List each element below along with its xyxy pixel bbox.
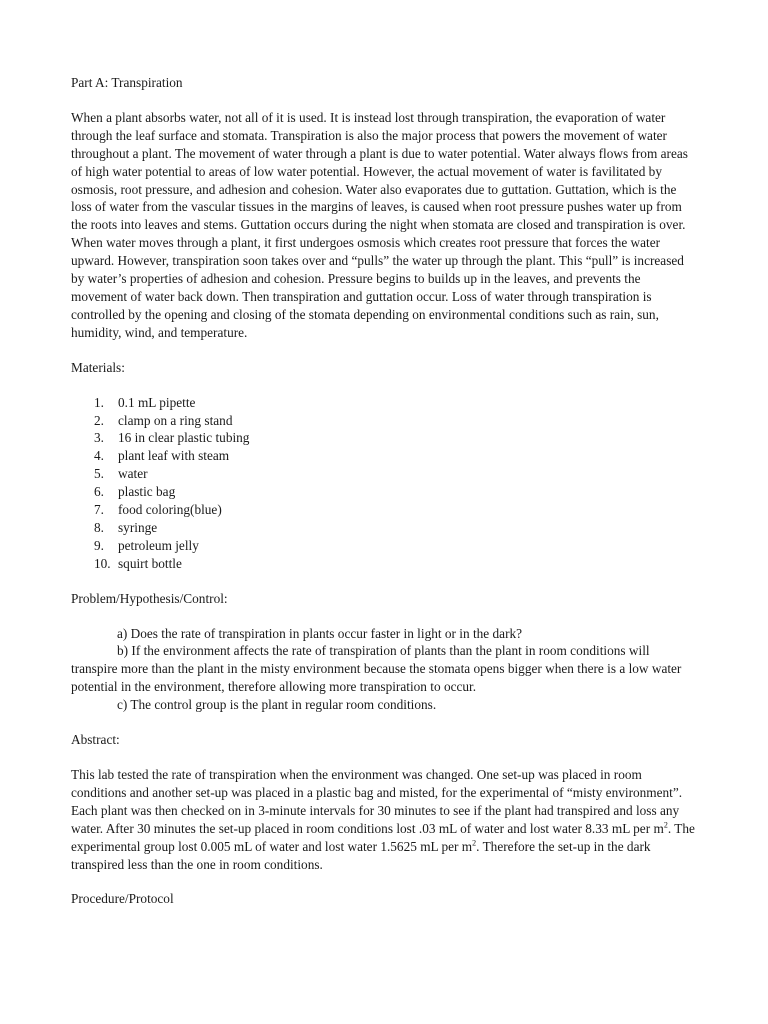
abstract-paragraph (71, 766, 699, 873)
section-title-part-a: Part A: Transpiration (71, 75, 183, 90)
question-a: a) Does the rate of transpiration in plants occur faster in light or in the dark? (117, 625, 523, 641)
list-item (71, 519, 699, 537)
list-number: 7. (94, 502, 104, 518)
transpiration-paragraph: When a plant absorbs water, not all of it is used. It is instead lost through transpiration, the evaporation of water through the leaf surface and stomata. Transpiration is also the major process that powers the movement of water throughout a plant. The movement of water through a plant is due to water potential. Water always flows from areas of high water potential to areas of low water potential. However, the actual movement of water is favilitated by osmosis, root pressure, and adhesion and cohesion. Water also evaporates due to guttation. Guttation, which is the loss of water from the vascular tissues in the margins of leaves, is caused when root pressure pushes water up from the roots into leaves and stems. Guttation occurs during the night when stomata are closed and transpiration is over. When water moves through a plant, it first undergoes osmosis which creates root pressure that forces the water upward. However, transpiration soon takes over and “pulls” the water up through the plant. This “pull” is increased by water’s properties of adhesion and cohesion. Pressure begins to builds up in the leaves, and prevents the movement of water back down. Then transpiration and guttation occur. Loss of water through transpiration is controlled by the opening and closing of the stomata depending on environmental conditions such as rain, sun, humidity, wind, and temperature. (71, 109, 688, 340)
list-number: 5. (94, 466, 104, 482)
list-text: plant leaf with steam (118, 448, 230, 464)
hypothesis-block (71, 625, 699, 715)
abstract-heading: Abstract: (71, 732, 120, 748)
list-text: plastic bag (118, 484, 176, 500)
list-number: 6. (94, 484, 104, 500)
list-item (71, 555, 699, 573)
materials-heading: Materials: (71, 359, 125, 375)
list-number: 1. (94, 394, 104, 410)
list-text: water (118, 466, 148, 482)
list-number: 9. (94, 537, 104, 553)
list-text: 16 in clear plastic tubing (118, 430, 250, 446)
list-number: 3. (94, 430, 104, 446)
superscript-squared: 2 (472, 838, 477, 848)
list-text: syringe (118, 519, 158, 535)
abstract-text-1: This lab tested the rate of transpiration when the environment was changed. One set-up was placed in room conditions and another set-up was placed in a plastic bag and misted, for the experimental of “misty environment”. Each plant was then checked on in 3-minute intervals for 30 minutes to see if the plant had transpired and loss any water. After 30 minutes the set-up placed in room conditions lost .03 mL of water and lost water 8.33 mL per m (71, 767, 683, 836)
superscript-squared: 2 (663, 820, 668, 830)
list-number: 10. (94, 555, 111, 571)
list-item (71, 394, 699, 412)
list-text: petroleum jelly (118, 537, 199, 553)
list-text: squirt bottle (118, 555, 182, 571)
list-item (71, 501, 699, 519)
list-item (71, 465, 699, 483)
list-item (71, 429, 699, 447)
list-text: 0.1 mL pipette (118, 394, 196, 410)
abstract-text-2: . The experimental group lost 0.005 mL of water and lost water 1.5625 mL per m (71, 820, 695, 854)
list-number: 2. (94, 412, 104, 428)
control-c: c) The control group is the plant in regular room conditions. (117, 697, 437, 713)
list-item (71, 483, 699, 501)
problem-heading: Problem/Hypothesis/Control: (71, 590, 228, 606)
list-text: food coloring(blue) (118, 502, 222, 518)
list-item (71, 412, 699, 430)
list-number: 4. (94, 448, 104, 464)
list-item (71, 537, 699, 555)
procedure-heading: Procedure/Protocol (71, 891, 174, 907)
abstract-text-3: . Therefore the set-up in the dark transpired less than the one in room conditions. (71, 838, 651, 872)
hypothesis-b: b) If the environment affects the rate of transpiration of plants than the plant in room conditions will transpire more than the plant in the misty environment because the stomata opens bigger when there is a low water potential in the environment, therefore allowing more transpiration to occur. (71, 643, 682, 695)
list-text: clamp on a ring stand (118, 412, 233, 428)
list-number: 8. (94, 519, 104, 535)
document-content (71, 74, 699, 925)
materials-list (71, 394, 699, 573)
list-item (71, 447, 699, 465)
